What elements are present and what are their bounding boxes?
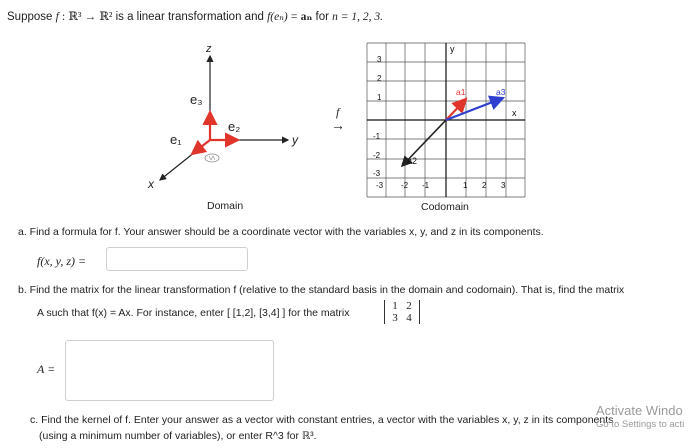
part-b-lhs: A =	[37, 362, 56, 376]
intro-prefix: Suppose	[7, 11, 53, 23]
intro-line	[7, 9, 383, 23]
ytick-2: 2	[377, 74, 382, 83]
ytick-neg1: -1	[373, 132, 381, 141]
activate-windows-watermark: Activate Windo	[596, 403, 683, 418]
part-b-text: b. Find the matrix for the linear transformation f (relative to the standard basis in the domain and codomain). That is, find the matrix	[18, 284, 625, 296]
codomain-caption: Codomain	[421, 201, 469, 213]
intro-arrow: →	[84, 11, 97, 23]
domain-z-label: z	[206, 43, 212, 55]
activate-windows-subtext: Go to Settings to acti	[596, 419, 685, 430]
matrix-entry-22: 4	[406, 312, 412, 324]
ytick-3: 3	[377, 55, 382, 64]
e1-label: e₁	[170, 132, 182, 147]
e3-label: e₃	[190, 92, 203, 107]
codomain-y-label: y	[450, 44, 455, 54]
codomain-x-label: x	[512, 108, 517, 118]
intro-domain-space: ℝ³	[68, 11, 82, 23]
matrix-entry-21: 3	[392, 312, 398, 324]
xtick-1: 1	[463, 181, 468, 190]
part-a-lhs: f(x, y, z) =	[37, 254, 87, 268]
intro-f: f	[55, 11, 59, 23]
intro-middle: is a linear transformation and	[115, 11, 264, 23]
xtick-neg1: -1	[422, 181, 430, 190]
xtick-2: 2	[482, 181, 487, 190]
mapping-f: f	[336, 105, 340, 119]
rotation-icon	[205, 154, 219, 162]
part-a-text: a. Find a formula for f. Your answer should be a coordinate vector with the variables x, y, and z in its components.	[18, 226, 544, 238]
a3-label: a3	[496, 87, 506, 97]
intro-an: aₙ	[300, 11, 313, 23]
domain-x-label: x	[148, 177, 154, 191]
part-c-text2: (using a minimum number of variables), or enter R^3 for ℝ³.	[39, 430, 317, 442]
part-c-text: c. Find the kernel of f. Enter your answer as a vector with constant entries, a vector with the variables x, y, z in its components	[30, 414, 614, 426]
ytick-neg2: -2	[373, 151, 381, 160]
intro-codomain-space: ℝ²	[99, 11, 113, 23]
part-b-answer-input[interactable]	[65, 340, 274, 401]
intro-f-en: f(eₙ)	[267, 11, 288, 23]
a1-label: a1	[456, 87, 466, 97]
intro-colon: :	[62, 11, 66, 23]
intro-for: for	[315, 11, 329, 23]
e2-label: e₂	[228, 119, 241, 134]
part-b-text2: A such that f(x) = Ax. For instance, enter [ [1,2], [3,4] ] for the matrix	[37, 307, 350, 319]
xtick-3: 3	[501, 181, 506, 190]
intro-eq: =	[290, 11, 298, 23]
mapping-arrow: →	[331, 117, 345, 133]
domain-caption: Domain	[207, 200, 244, 212]
e1-vector	[192, 140, 210, 154]
ytick-1: 1	[377, 93, 382, 102]
intro-n-range: n = 1, 2, 3.	[332, 11, 384, 23]
matrix-entry-11: 1	[392, 300, 398, 312]
example-matrix	[384, 300, 420, 324]
domain-y-label: y	[292, 133, 298, 147]
xtick-neg3: -3	[376, 181, 384, 190]
matrix-entry-12: 2	[406, 300, 412, 312]
xtick-neg2: -2	[401, 181, 409, 190]
codomain-figure	[360, 40, 532, 200]
part-a-answer-input[interactable]	[106, 247, 248, 271]
a2-label: a2	[407, 156, 418, 166]
ytick-neg3: -3	[373, 169, 381, 178]
domain-figure	[140, 40, 310, 200]
